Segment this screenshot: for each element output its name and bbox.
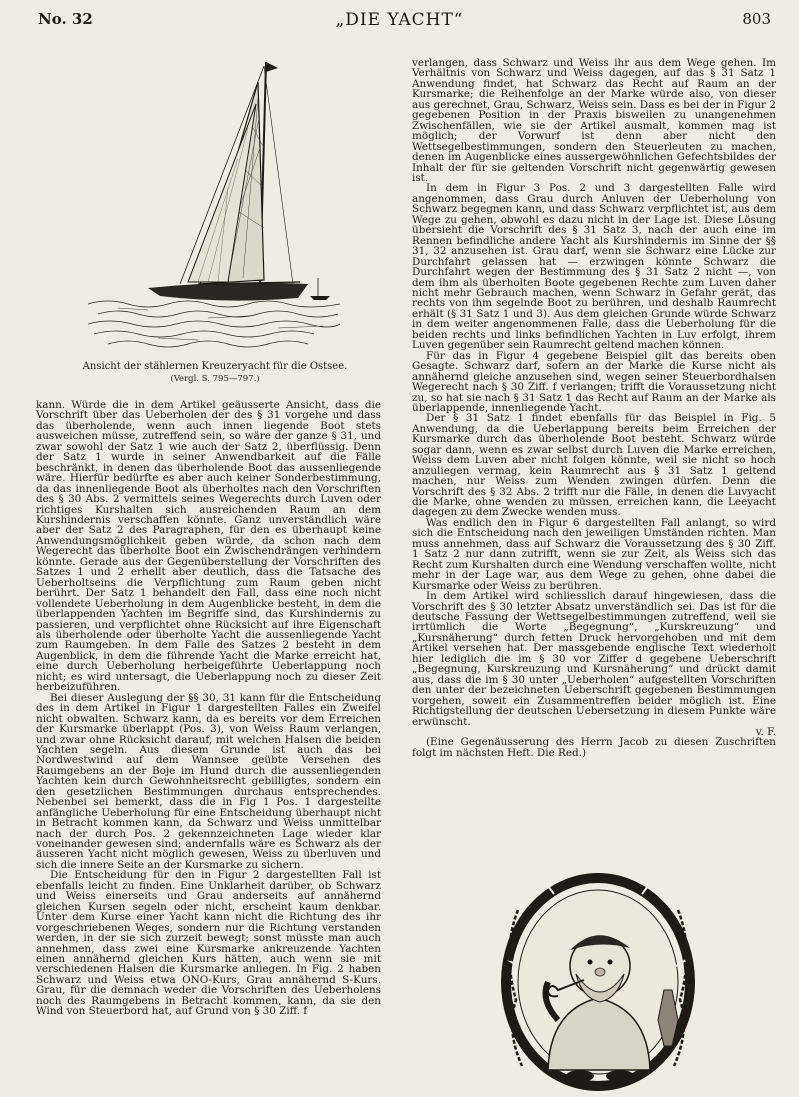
paragraph: Für das in Figur 4 gegebene Beispiel gilt das bereits oben Gesagte. Schwarz darf, sofern an der Marke die Kurse nicht als annähernd gleiche anzusehen sind, wegen seiner Steuerbordhalsen Wegerecht nach § 30 Ziff. f verlangen; trifft die Voraussetzung nicht zu, so hat sie nach § 31 Satz 1 das Recht auf Raum an der Marke als überlappende, innenliegende Yacht. [412, 349, 776, 414]
page-header [0, 10, 799, 36]
editor-note: (Eine Gegenäusserung des Herrn Jacob zu diesen Zuschriften folgt im nächsten Heft. Die Red.) [412, 736, 776, 759]
caption-reference: (Vergl. S. 795—797.) [170, 374, 260, 384]
sailor-cartoon-illustration [488, 870, 708, 1092]
signature: v. F. [755, 726, 776, 738]
journal-title: „DIE YACHT“ [335, 10, 464, 30]
paragraph: Bei dieser Auslegung der §§ 30, 31 kann für die Entscheidung des in dem Artikel in Figur 1 dargestellten Falles ein Zweifel nicht obwalten. Schwarz kann, da es bereits vor dem Erreichen der Kursmarke überlappt (Pos. 3), von Weiss Raum verlangen, und zwar ohne Rücksicht darauf, mit welchen Halsen die beiden Yachten segeln. Aus diesem Grunde ist auch das bei Nordwestwind auf dem Wannsee geübte Versehen des Raumgebens an der Boje im Hund durch die aussenliegenden Yachten kein durch Gewohnheitsrecht gebilligtes, sondern ein den gesetzlichen Bestimmungen durchaus entsprechendes. Nebenbei sei bemerkt, dass die in Fig 1 Pos. 1 dargestellte anfängliche Ueberholung für eine Entscheidung überhaupt nicht in Betracht kommen kann, da Schwarz und Weiss unmittelbar nach der durch Pos. 2 gekennzeichneten Lage wieder klar voneinander gewesen sind; andernfalls wäre es Schwarz als der äusseren Yacht nicht möglich gewesen, Weiss zu überluven und sich die innere Seite an der Kursmarke zu sichern. [36, 691, 381, 871]
left-column [36, 400, 381, 1017]
paragraph: In dem in Figur 3 Pos. 2 und 3 dargestellten Falle wird angenommen, dass Grau durch Anluven der Ueberholung von Schwarz begegnen kann, und dass Schwarz verpflichtet ist, aus dem Wege zu gehen, obwohl es dazu nicht in der Lage ist. Diese Lösung übersieht die Vorschrift des § 31 Satz 3, nach der auch eine im Rennen befindliche andere Yacht als Kurshindernis im Sinne der §§ 31, 32 anzusehen ist. Grau darf, wenn sie Schwarz eine Lücke zur Durchfahrt gelassen hat — erzwingen könnte Schwarz die Durchfahrt wegen der Bestimmung des § 31 Satz 2 nicht —, von dem ihm als überholten Boote gegebenen Rechte zum Luven daher nicht mehr Gebrauch machen, wenn Schwarz in Gefahr gerät, das rechts von ihm segelnde Boot zu berühren, und deshalb Raumrecht erhält (§ 31 Satz 1 und 3). Aus dem gleichen Grunde würde Schwarz in dem weiter angenommenen Falle, dass die Ueberholung für die beiden rechts und links befindlichen Yachten in Luv erfolgt, ihrem Luven gegenüber sein Raumrecht geltend machen können. [412, 182, 776, 352]
paragraph: Was endlich den in Figur 6 dargestellten Fall anlangt, so wird sich die Entscheidung nach den jeweiligen Umständen richten. Man muss annehmen, dass auf Schwarz die Voraussetzung des § 30 Ziff. 1 Satz 2 nur dann zutrifft, wenn sie zur Zeit, als Weiss sich das Recht zum Kurshalten durch eine Wendung verschaffen wollte, nicht mehr in der Lage war, aus dem Wege zu gehen, ohne dabei die Kursmarke oder Weiss zu berühren. [412, 516, 776, 592]
paragraph: Der § 31 Satz 1 findet ebenfalls für das Beispiel in Fig. 5 Anwendung, da die Ueberlappung bereits beim Erreichen der Kursmarke durch das überholende Boot besteht. Schwarz würde sogar dann, wenn es zwar selbst durch Luven die Marke erreichen, Weiss dem Luven aber nicht folgen könnte, weil sie nicht so hoch anzuliegen vermag, kein Raumrecht aus § 31 Satz 1 geltend machen, nur Weiss zum Wenden zwingen dürfen. Denn die Vorschrift des § 32 Abs. 2 trifft nur die Fälle, in denen die Luvyacht die Marke, ohne wenden zu müssen, erreichen kann, die Leeyacht dagegen zu dem Zwecke wenden muss. [412, 412, 776, 519]
issue-number: No. 32 [38, 10, 93, 28]
page-number: 803 [742, 10, 771, 28]
paragraph: Die Entscheidung für den in Figur 2 dargestellten Fall ist ebenfalls leicht zu finden. Eine Unklarheit darüber, ob Schwarz und Weiss einerseits und Grau anderseits auf annähernd gleichen Kursen segeln oder nicht, erscheint kaum denkbar. Unter dem Kurse einer Yacht kann nicht die Richtung des ihr vorgeschriebenen Weges, sondern nur die Richtung verstanden werden, in der sie sich zurzeit bewegt; sonst müsste man auch annehmen, dass zwei eine Kursmarke ankreuzende Yachten einen annähernd gleichen Kurs hätten, auch wenn sie mit verschiedenen Halsen die Kursmarke anliegen. In Fig. 2 haben Schwarz und Weiss etwa ONO-Kurs, Grau annähernd S-Kurs. Grau, für die demnach weder die Vorschriften des Ueberholens noch des Raumgebens in Betracht kommen, kann, da sie den Wind von Steuerbord hat, auf Grund von § 30 Ziff. f [36, 869, 381, 1018]
caption-text: Ansicht der stählernen Kreuzeryacht für die Ostsee. [82, 361, 348, 372]
right-column [412, 58, 776, 758]
paragraph: verlangen, dass Schwarz und Weiss ihr aus dem Wege gehen. Im Verhältnis von Schwarz und Weiss dagegen, auf das § 31 Satz 1 Anwendung findet, hat Schwarz das Recht auf Raum an der Kursmarke; die Reihenfolge an der Marke würde also, von dieser aus gerechnet, Grau, Schwarz, Weiss sein. Dass es bei der in Figur 2 gegebenen Position in der Praxis bisweilen zu unangenehmen Zwischenfällen, wie sie der Artikel ausmalt, kommen mag ist möglich; der Vorwurf ist denn aber nicht den Wettsegelbestimmungen, sondern den Steuerleuten zu machen, denen im Augenblicke eines aussergewöhnlichen Gefechtsbildes der Inhalt der für sie geltenden Vorschrift nicht gegenwärtig gewesen ist. [412, 57, 776, 184]
paragraph: In dem Artikel wird schliesslich darauf hingewiesen, dass die Vorschrift des § 30 letzter Absatz unverständlich sei. Das ist für die deutsche Fassung der Wettsegelbestimmungen zutreffend, weil sie irrtümlich die Worte „Begegnung“, „Kurskreuzung“ und „Kursnäherung“ durch fetten Druck hervorgehoben und mit dem Artikel versehen hat. Der massgebende englische Text wiederholt hier lediglich die im § 30 vor Ziffer d gegebene Ueberschrift „Begegnung, Kurskreuzung und Kursnäherung“ und drückt damit aus, dass die im § 30 unter „Ueberholen“ aufgestellten Vorschriften den unter der bezeichneten Ueberschrift gegebenen Bestimmungen vorgehen, soweit ein Zusammentreffen beider möglich ist. Eine Richtigstellung der deutschen Uebersetzung in diesem Punkte wäre erwünscht. [412, 590, 776, 728]
paragraph: kann. Würde die in dem Artikel geäusserte Ansicht, dass die Vorschrift über das Ueberholen der des § 31 vorgehe und dass das überholende, wenn auch innen liegende Boot stets ausweichen müsse, zutreffend sein, so wäre der ganze § 31, und zwar sowohl der Satz 1 wie auch der Satz 2, überflüssig. Denn der Satz 1 wurde in seiner Anwendbarkeit auf die Fälle beschränkt, in denen das überholende Boot das aussenliegende wäre. Hierfür bedürfte es aber auch keiner Sonderbestimmung, da das innenliegende Boot als überholtes nach den Vorschriften des § 30 Abs. 2 vermittels seines Wegerechts durch Luven oder richtiges Kurshalten sich ausreichenden Raum an dem Kurshindernis verschaffen könnte. Ganz unverständlich wäre aber der Satz 2 des Paragraphen, für den es überhaupt keine Anwendungsmöglichkeit geben würde, da schon nach dem Wegerecht das überholte Boot ein Zwischendrängen verhindern könnte. Gerade aus der Gegenüberstellung der Vorschriften des Satzes 1 und 2 erhellt aber deutlich, dass die Tatsache des Ueberholtseins die Verpflichtung zum Raum geben nicht berührt. Der Satz 1 behandelt den Fall, dass eine noch nicht vollendete Ueberholung in dem Augenblicke besteht, in dem die überlappenden Yachten im Begriffe sind, das Kurshindernis zu passieren, und verpflichtet ohne Rücksicht auf ihre Eigenschaft als überholende oder überholte Yacht die aussenliegende Yacht zum Raumgeben. In dem Falle des Satzes 2 besteht in dem Augenblick, in dem die führende Yacht die Marke erreicht hat, eine durch Ueberholung herbeigeführte Ueberlappung noch nicht; es wird untersagt, die Ueberlappung noch zu dieser Zeit herbeizuführen. [36, 399, 381, 694]
yacht-illustration [88, 58, 340, 358]
figure-caption [60, 360, 370, 386]
